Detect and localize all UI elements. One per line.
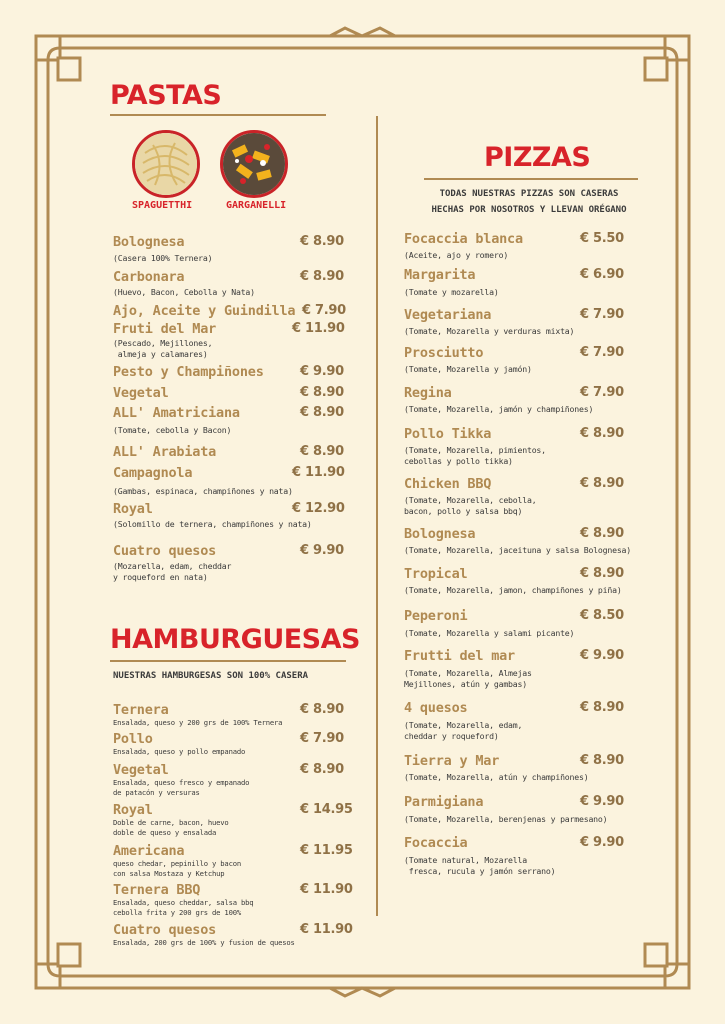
pasta-item-desc: (Huevo, Bacon, Cebolla y Nata) <box>113 287 255 297</box>
pasta-item-desc: (Tomate, cebolla y Bacon) <box>113 425 232 435</box>
pizza-item-desc: (Tomate y mozarella) <box>404 287 499 297</box>
pizza-item-price: € 8.90 <box>580 700 624 715</box>
pizza-item-price: € 8.90 <box>580 526 624 541</box>
pizzas-title: PIZZAS <box>484 142 591 173</box>
pasta-item-price: € 8.90 <box>300 405 344 420</box>
pizza-item-price: € 8.90 <box>580 476 624 491</box>
burger-item-desc: Ensalada, queso y 200 grs de 100% Ternera <box>113 718 283 727</box>
pizza-item-name: Tierra y Mar <box>404 753 500 769</box>
pizza-item-price: € 8.90 <box>580 426 624 441</box>
hamburguesas-title-rule <box>110 660 346 662</box>
pizza-item-name: Focaccia blanca <box>404 231 523 247</box>
pizza-item-desc: (Tomate, Mozarella, edam, cheddar y roqueford) <box>404 720 523 741</box>
pizza-item-name: Focaccia <box>404 835 468 851</box>
hamburguesas-note: NUESTRAS HAMBURGESAS SON 100% CASERA <box>113 671 309 681</box>
burger-item-desc: Ensalada, queso fresco y empanado de patacón y versuras <box>113 778 250 797</box>
pasta-item-price: € 8.90 <box>300 269 344 284</box>
pasta-item-price: € 8.90 <box>300 444 344 459</box>
burger-item-price: € 14.95 <box>300 802 353 817</box>
burger-item-price: € 7.90 <box>300 731 344 746</box>
burger-item-desc: queso chedar, pepinillo y bacon con salsa Mostaza y Ketchup <box>113 859 241 878</box>
pasta-item-price: € 8.90 <box>300 234 344 249</box>
pizzas-title-rule <box>424 178 638 180</box>
pasta-item-name: Ajo, Aceite y Guindilla <box>113 303 296 319</box>
pizza-item-name: Regina <box>404 385 452 401</box>
burger-item-name: Ternera BBQ <box>113 882 201 898</box>
pizza-item-price: € 8.90 <box>580 753 624 768</box>
pizza-item-desc: (Tomate natural, Mozarella fresca, rucula y jamón serrano) <box>404 855 556 876</box>
burger-item-desc: Ensalada, queso y pollo empanado <box>113 747 246 756</box>
pizza-item-price: € 8.90 <box>580 566 624 581</box>
pasta-item-price: € 12.90 <box>292 501 345 516</box>
burger-item-name: Cuatro quesos <box>113 922 217 938</box>
pasta-item-price: € 11.90 <box>292 465 345 480</box>
pizza-item-desc: (Tomate, Mozarella, Almejas Mejillones, atún y gambas) <box>404 668 532 689</box>
burger-item-price: € 11.90 <box>300 882 353 897</box>
pasta-item-price: € 7.90 <box>302 303 346 318</box>
pastas-title-rule <box>110 114 326 116</box>
pasta-item-desc: (Casera 100% Ternera) <box>113 253 213 263</box>
pasta-item-price: € 11.90 <box>292 321 345 336</box>
pizza-item-name: Pollo Tikka <box>404 426 492 442</box>
pasta-item-name: Bolognesa <box>113 234 185 250</box>
pasta-item-name: Vegetal <box>113 385 169 401</box>
pasta-item-name: ALL' Arabiata <box>113 444 217 460</box>
pizza-item-name: Parmigiana <box>404 794 484 810</box>
pizza-item-desc: (Tomate, Mozarella, pimientos, cebollas y pollo tikka) <box>404 445 546 466</box>
pastas-title: PASTAS <box>110 80 222 111</box>
pizza-item-price: € 7.90 <box>580 307 624 322</box>
burger-item-name: Ternera <box>113 702 169 718</box>
pasta-item-name: Royal <box>113 501 153 517</box>
pasta-item-price: € 8.90 <box>300 385 344 400</box>
pasta-item-name: ALL' Amatriciana <box>113 405 240 421</box>
pizzas-note: TODAS NUESTRAS PIZZAS SON CASERAS HECHAS POR NOSOTROS Y LLEVAN ORÉGANO <box>431 189 627 215</box>
pizza-item-name: Peperoni <box>404 608 468 624</box>
pasta-item-desc: (Pescado, Mejillones, almeja y calamares) <box>113 338 213 359</box>
garganelli-photo-icon <box>220 130 288 198</box>
burger-item-price: € 11.90 <box>300 922 353 937</box>
garganelli-label: GARGANELLI <box>226 200 287 211</box>
pizza-item-price: € 6.90 <box>580 267 624 282</box>
pasta-item-name: Fruti del Mar <box>113 321 217 337</box>
pizza-item-desc: (Tomate, Mozarella y jamón) <box>404 364 532 374</box>
pizza-item-desc: (Aceite, ajo y romero) <box>404 250 509 260</box>
spaghetti-label: SPAGUETTHI <box>132 200 193 211</box>
burger-item-name: Vegetal <box>113 762 169 778</box>
pizza-item-name: 4 quesos <box>404 700 468 716</box>
spaghetti-photo-icon <box>132 130 200 198</box>
burger-item-desc: Doble de carne, bacon, huevo doble de queso y ensalada <box>113 818 229 837</box>
burger-item-price: € 8.90 <box>300 702 344 717</box>
pizza-item-desc: (Tomate, Mozarella y verduras mixta) <box>404 326 575 336</box>
pizza-item-desc: (Tomate, Mozarella, berenjenas y parmesano) <box>404 814 608 824</box>
pizza-item-desc: (Tomate, Mozarella y salami picante) <box>404 628 575 638</box>
burger-item-desc: Ensalada, 200 grs de 100% y fusion de quesos <box>113 938 295 947</box>
pizza-item-name: Margarita <box>404 267 476 283</box>
pizza-item-desc: (Tomate, Mozarella, jaceituna y salsa Bolognesa) <box>404 545 632 555</box>
pizza-item-desc: (Tomate, Mozarella, cebolla, bacon, pollo y salsa bbq) <box>404 495 537 516</box>
pizza-item-price: € 5.50 <box>580 231 624 246</box>
pasta-item-name: Pesto y Champiñones <box>113 364 264 380</box>
hamburguesas-title: HAMBURGUESAS <box>110 624 360 655</box>
pasta-item-price: € 9.90 <box>300 543 344 558</box>
pizza-item-desc: (Tomate, Mozarella, atún y champiñones) <box>404 772 589 782</box>
pizza-item-price: € 9.90 <box>580 794 624 809</box>
burger-item-desc: Ensalada, queso cheddar, salsa bbq cebolla frita y 200 grs de 100% <box>113 898 254 917</box>
burger-item-name: Royal <box>113 802 153 818</box>
burger-item-price: € 11.95 <box>300 843 353 858</box>
burger-item-name: Americana <box>113 843 185 859</box>
pizza-item-name: Chicken BBQ <box>404 476 492 492</box>
pizza-item-price: € 9.90 <box>580 648 624 663</box>
pizza-item-desc: (Tomate, Mozarella, jamón y champiñones) <box>404 404 594 414</box>
pizza-item-name: Tropical <box>404 566 468 582</box>
pasta-item-desc: (Solomillo de ternera, champiñones y nata) <box>113 519 312 529</box>
pizza-item-price: € 8.50 <box>580 608 624 623</box>
pasta-item-desc: (Gambas, espinaca, champiñones y nata) <box>113 486 293 496</box>
pizza-item-name: Frutti del mar <box>404 648 515 664</box>
burger-item-price: € 8.90 <box>300 762 344 777</box>
pizza-item-name: Bolognesa <box>404 526 476 542</box>
pasta-item-price: € 9.90 <box>300 364 344 379</box>
pizza-item-price: € 9.90 <box>580 835 624 850</box>
pizza-item-name: Prosciutto <box>404 345 484 361</box>
pasta-item-name: Cuatro quesos <box>113 543 217 559</box>
pizza-item-price: € 7.90 <box>580 345 624 360</box>
pasta-item-desc: (Mozarella, edam, cheddar y roqueford en nata) <box>113 561 232 582</box>
pasta-item-name: Campagnola <box>113 465 193 481</box>
pizza-item-desc: (Tomate, Mozarella, jamon, champiñones y piña) <box>404 585 622 595</box>
pizza-item-price: € 7.90 <box>580 385 624 400</box>
burger-item-name: Pollo <box>113 731 153 747</box>
pizza-item-name: Vegetariana <box>404 307 492 323</box>
pasta-item-name: Carbonara <box>113 269 185 285</box>
